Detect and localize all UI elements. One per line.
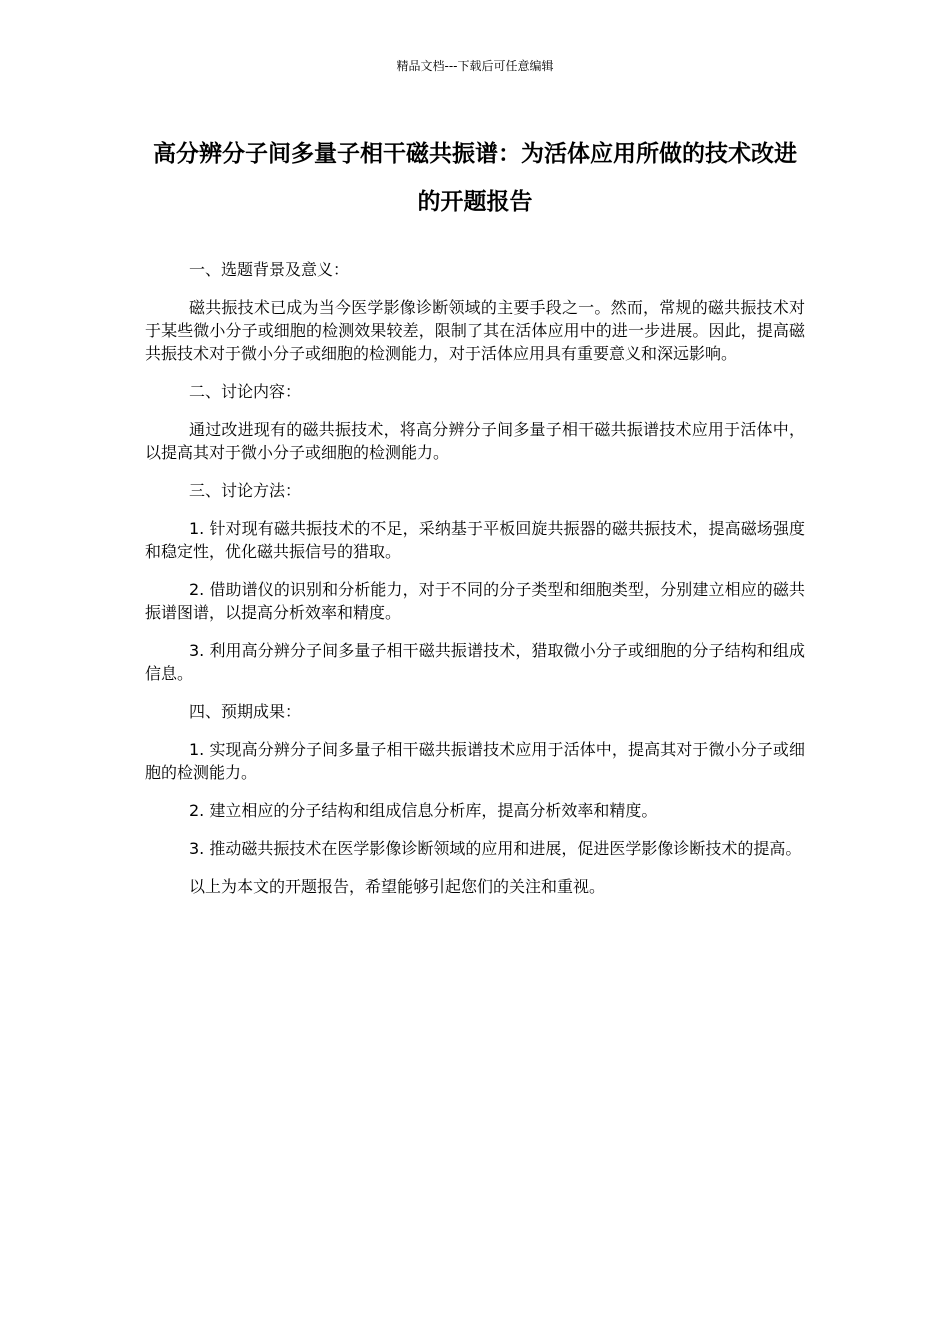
paragraph: 通过改进现有的磁共振技术，将高分辨分子间多量子相干磁共振谱技术应用于活体中，以提高其对于微小分子或细胞的检测能力。 — [145, 420, 805, 462]
list-item: 2. 建立相应的分子结构和组成信息分析库，提高分析效率和精度。 — [189, 801, 658, 820]
section-background — [145, 258, 805, 365]
closing-paragraph: 以上为本文的开题报告，希望能够引起您们的关注和重视。 — [189, 877, 606, 896]
section-heading: 二、讨论内容： — [189, 382, 302, 401]
section-heading: 四、预期成果： — [189, 702, 302, 721]
list-item: 2. 借助谱仪的识别和分析能力，对于不同的分子类型和细胞类型，分别建立相应的磁共振谱图谱，以提高分析效率和精度。 — [145, 580, 805, 622]
section-heading: 一、选题背景及意义： — [189, 260, 350, 279]
list-item: 1. 针对现有磁共振技术的不足，采纳基于平板回旋共振器的磁共振技术，提高磁场强度和稳定性，优化磁共振信号的猎取。 — [145, 519, 805, 561]
document-title: 高分辨分子间多量子相干磁共振谱：为活体应用所做的技术改进的开题报告 — [153, 141, 797, 215]
section-expected-results — [145, 700, 805, 860]
list-item: 1. 实现高分辨分子间多量子相干磁共振谱技术应用于活体中，提高其对于微小分子或细胞的检测能力。 — [145, 740, 805, 782]
list-item: 3. 推动磁共振技术在医学影像诊断领域的应用和进展，促进医学影像诊断技术的提高。 — [189, 839, 802, 858]
list-item: 3. 利用高分辨分子间多量子相干磁共振谱技术，猎取微小分子或细胞的分子结构和组成信息。 — [145, 641, 805, 683]
document-body — [145, 258, 805, 913]
section-content — [145, 380, 805, 464]
paragraph: 磁共振技术已成为当今医学影像诊断领域的主要手段之一。然而，常规的磁共振技术对于某些微小分子或细胞的检测效果较差，限制了其在活体应用中的进一步进展。因此，提高磁共振技术对于微小分子或细胞的检测能力，对于活体应用具有重要意义和深远影响。 — [145, 298, 805, 363]
section-methods — [145, 479, 805, 685]
section-heading: 三、讨论方法： — [189, 481, 302, 500]
header-note: 精品文档---下载后可任意编辑 — [396, 59, 554, 73]
